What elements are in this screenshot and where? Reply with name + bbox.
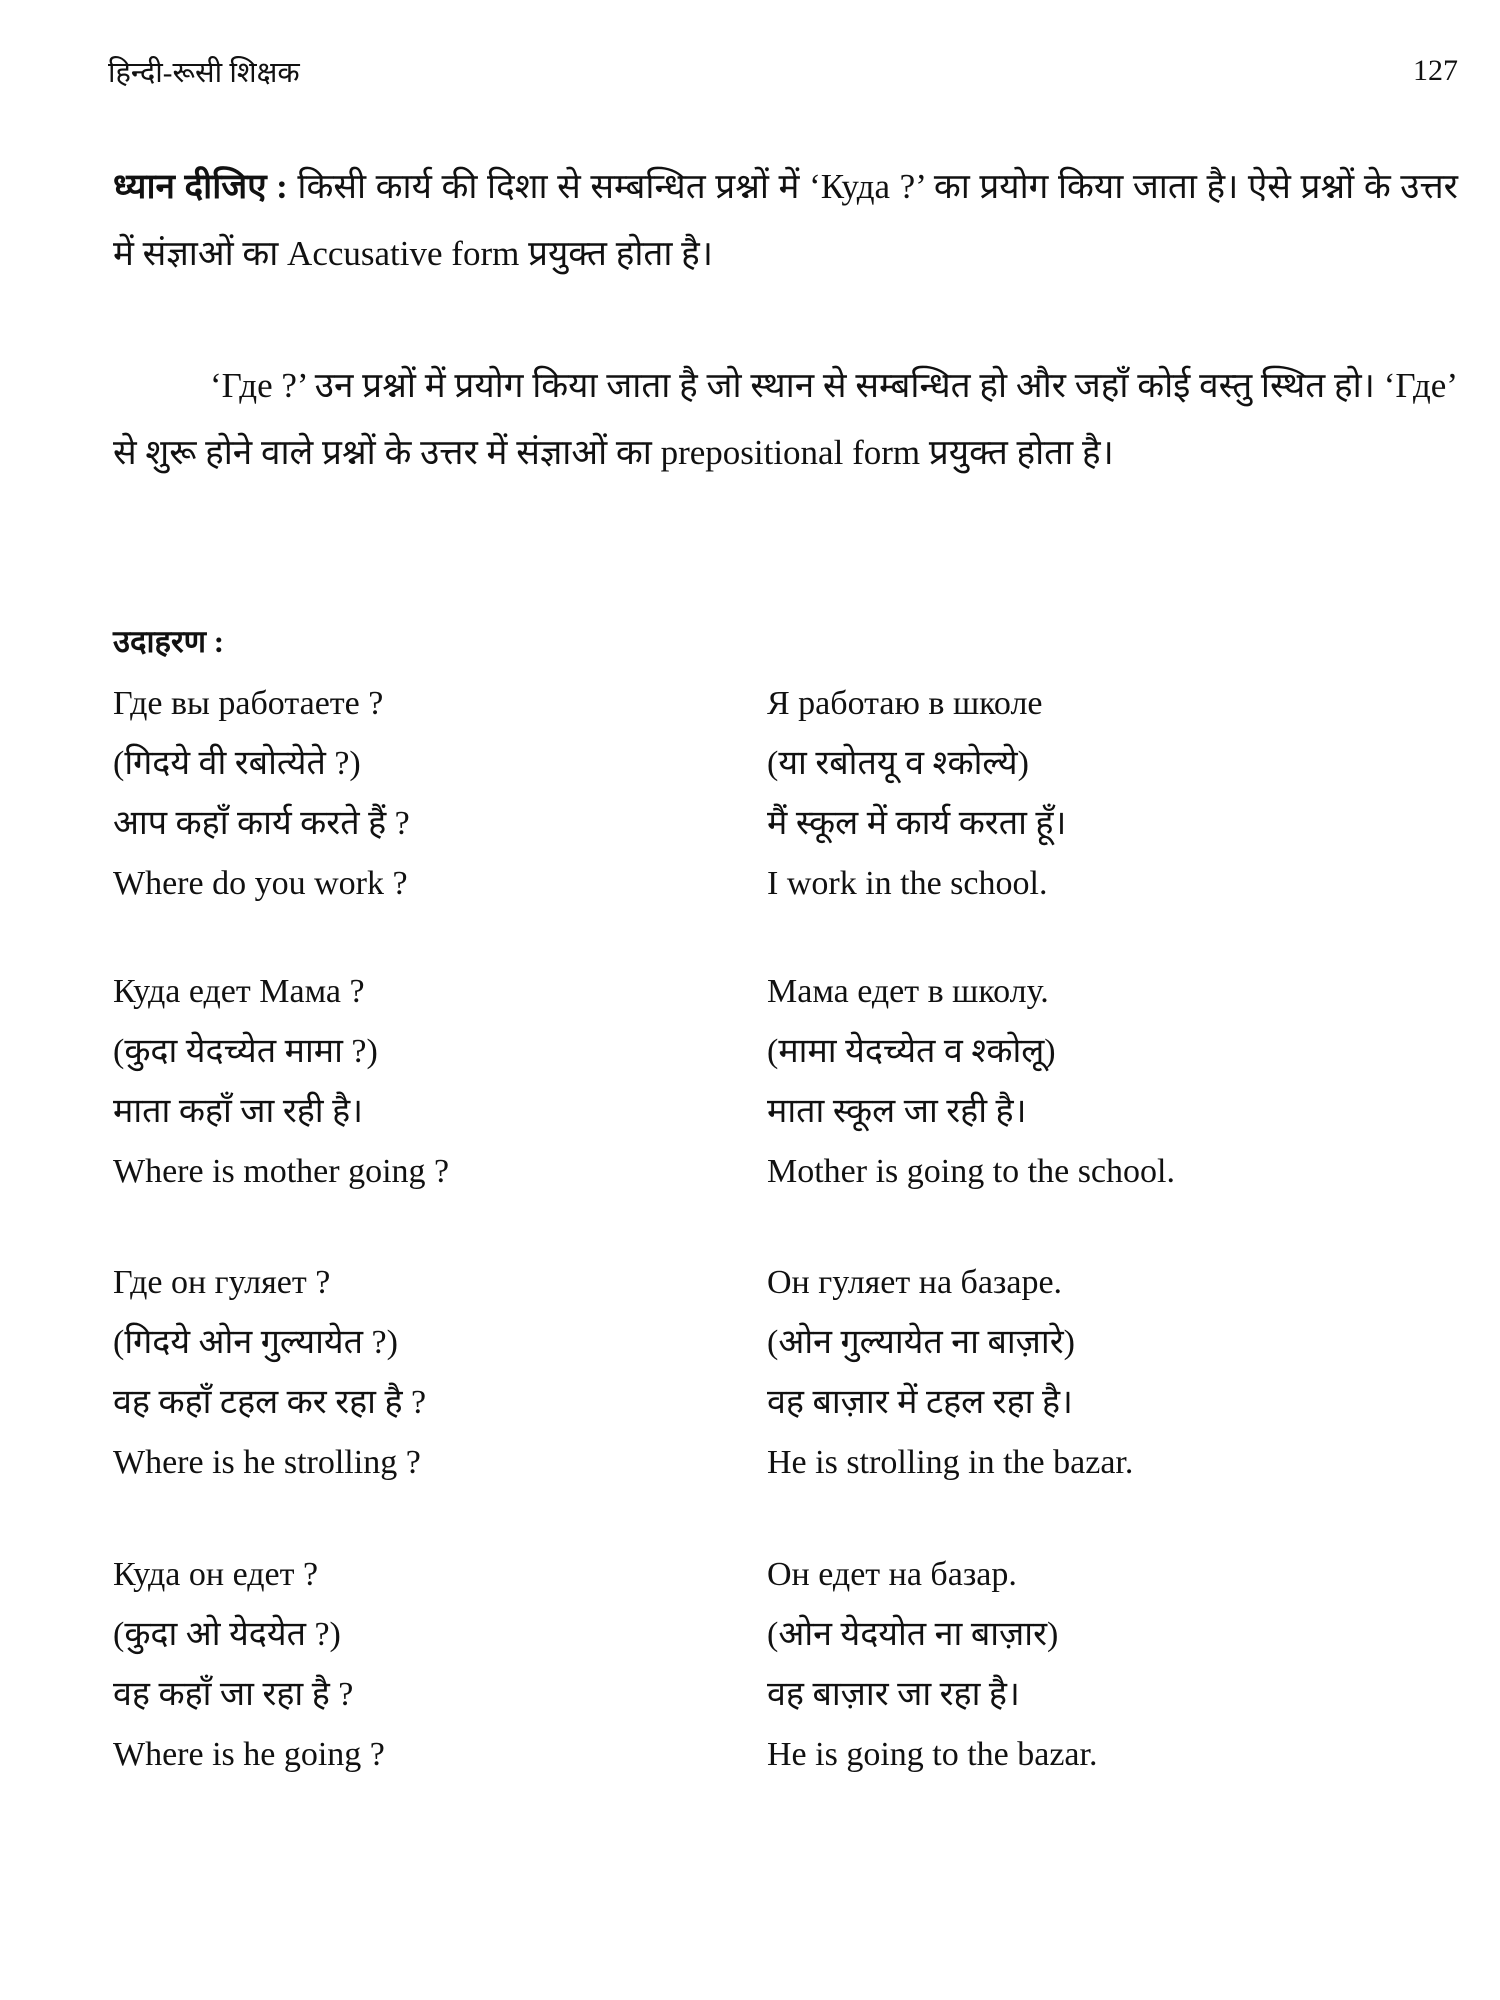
russian-answer: Я работаю в школе bbox=[767, 685, 1043, 722]
example-answer bbox=[767, 962, 1175, 1202]
transliteration-answer: (ओन येदयोत ना बाज़ार) bbox=[767, 1616, 1059, 1653]
russian-question: Куда едет Мама ? bbox=[113, 973, 365, 1010]
hindi-question: आप कहाँ कार्य करते हैं ? bbox=[113, 805, 410, 842]
transliteration-question: (गिदये ओन गुल्यायेत ?) bbox=[113, 1324, 398, 1361]
russian-question: Куда он едет ? bbox=[113, 1556, 319, 1593]
transliteration-answer: (मामा येदच्येत व श्कोलू) bbox=[767, 1033, 1056, 1070]
english-question: Where is he strolling ? bbox=[113, 1444, 421, 1481]
russian-question: Где он гуляет ? bbox=[113, 1264, 331, 1301]
transliteration-answer: (ओन गुल्यायेत ना बाज़ारे) bbox=[767, 1324, 1075, 1361]
english-answer: I work in the school. bbox=[767, 865, 1048, 902]
example-answer bbox=[767, 1545, 1097, 1785]
note-paragraph-2: ‘Где ?’ उन प्रश्नों में प्रयोग किया जाता है जो स्थान से सम्बन्धित हो और जहाँ कोई वस्तु स्थित हो। ‘Где’ से शुरू होने वाले प्रश्नों के उत्तर में संज्ञाओं का prepositional form प्रयुक्त होता है। bbox=[113, 366, 1458, 472]
note-label: ध्यान दीजिए : bbox=[113, 167, 288, 206]
transliteration-question: (कुदा येदच्येत मामा ?) bbox=[113, 1033, 378, 1070]
russian-answer: Он едет на базар. bbox=[767, 1556, 1017, 1593]
note-text: किसी कार्य की दिशा से सम्बन्धित प्रश्नों में ‘Куда ?’ का प्रयोग किया जाता है। ऐसे प्रश्नों के उत्तर में संज्ञाओं का Accusative form प्रयुक्त होता है। bbox=[113, 167, 1458, 273]
hindi-question: वह कहाँ टहल कर रहा है ? bbox=[113, 1384, 427, 1421]
examples-heading: उदाहरण : bbox=[113, 624, 225, 659]
running-title: हिन्दी-रूसी शिक्षक bbox=[108, 57, 300, 89]
note-paragraph bbox=[113, 153, 1458, 287]
example-question bbox=[113, 674, 410, 914]
hindi-question: वह कहाँ जा रहा है ? bbox=[113, 1676, 354, 1713]
english-answer: He is going to the bazar. bbox=[767, 1736, 1098, 1773]
english-question: Where is he going ? bbox=[113, 1736, 385, 1773]
transliteration-answer: (या रबोतयू व श्कोल्ये) bbox=[767, 745, 1029, 782]
english-answer: Mother is going to the school. bbox=[767, 1153, 1175, 1190]
hindi-answer: माता स्कूल जा रही है। bbox=[767, 1093, 1027, 1130]
example-question bbox=[113, 962, 449, 1202]
english-question: Where do you work ? bbox=[113, 865, 408, 902]
example-answer bbox=[767, 674, 1066, 914]
transliteration-question: (कुदा ओ येदयेत ?) bbox=[113, 1616, 341, 1653]
hindi-question: माता कहाँ जा रही है। bbox=[113, 1093, 364, 1130]
page-number: 127 bbox=[1413, 54, 1458, 87]
hindi-answer: वह बाज़ार जा रहा है। bbox=[767, 1676, 1020, 1713]
hindi-answer: वह बाज़ार में टहल रहा है। bbox=[767, 1384, 1073, 1421]
english-question: Where is mother going ? bbox=[113, 1153, 450, 1190]
example-question bbox=[113, 1253, 426, 1493]
russian-question: Где вы работаете ? bbox=[113, 685, 384, 722]
russian-answer: Он гуляет на базаре. bbox=[767, 1264, 1063, 1301]
transliteration-question: (गिदये वी रबोत्येते ?) bbox=[113, 745, 361, 782]
example-answer bbox=[767, 1253, 1133, 1493]
example-question bbox=[113, 1545, 385, 1785]
hindi-answer: मैं स्कूल में कार्य करता हूँ। bbox=[767, 805, 1067, 842]
russian-answer: Мама едет в школу. bbox=[767, 973, 1049, 1010]
english-answer: He is strolling in the bazar. bbox=[767, 1444, 1134, 1481]
